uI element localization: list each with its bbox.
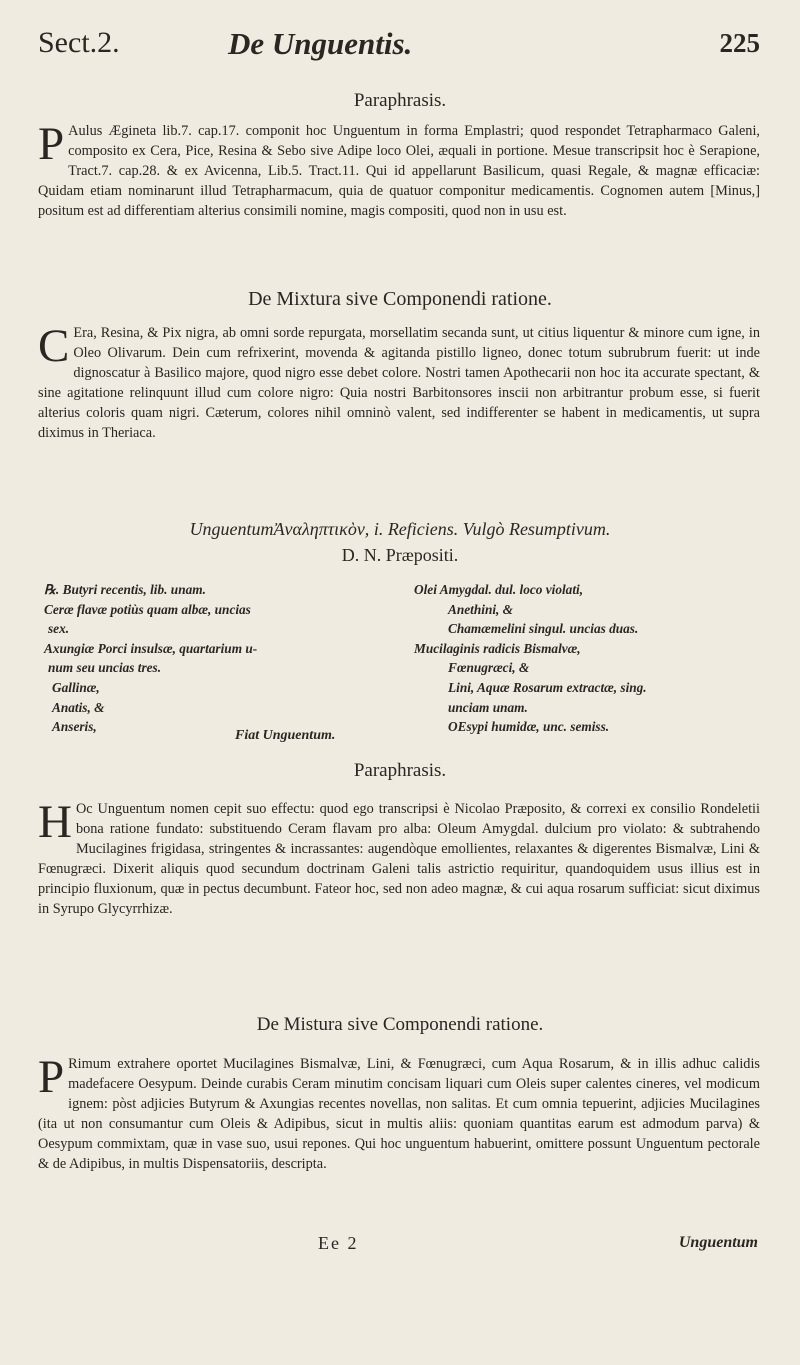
paragraph-mixtura-1 <box>38 320 760 443</box>
paragraph-text: Rimum extrahere oportet Mucilagines Bismalvæ, Lini, & Fœnugræci, cum Aqua Rosarum, & in illis adhuc calidis madefacere Oesypum. Deinde curabis Ceram minutim concisam liquari cum Oleis super calentes cineres, vel modicum ignem: pòst adjicies Butyrum & Axungias recentes novellas, non salitas. Et cum omnia tepuerint, adjicies Mucilagines (ita ut non consumantur cum Oleis & Adipibus, sicut in multis aliis: quoniam quantitas earum est admodum parva) & Oesypum commixtam, quæ in vase suo, usui repones. Qui hoc unguentum habuerint, omittere possunt Unguentum pectorale & de Adipibus, in multis Dispensatoriis, descripta. <box>38 1056 760 1172</box>
catchword: Unguentum <box>678 1234 758 1251</box>
section-heading-mistura-2: De Mistura sive Componendi ratione. <box>256 1014 544 1035</box>
recipe-line: Chamæmelini singul. uncias duas. <box>448 621 639 637</box>
drop-cap: C <box>38 320 70 372</box>
drop-cap: P <box>38 1051 65 1103</box>
recipe-title-line-2: D. N. Præpositi. <box>341 545 459 565</box>
recipe-line: unciam unam. <box>448 699 528 715</box>
recipe-line: Gallinæ, <box>52 679 100 695</box>
section-heading-paraphrasis-1: Paraphrasis. <box>353 90 447 111</box>
section-marker: Sect.2. <box>38 26 120 59</box>
page-number: 225 <box>719 28 760 58</box>
drop-cap: P <box>38 118 65 170</box>
paragraph-text: Era, Resina, & Pix nigra, ab omni sorde repurgata, morsellatim secanda sunt, ut citius liquentur & minore cum igne, in Oleo Olivarum. Dein cum refrixerint, movenda & agitanda pistillo ligneo, donec totum subrubrum fuerit: ut inde dignoscatur à Basilico majore, quod nigro esse debet colore. Nostri tamen Apothecarii non hoc ita accurate spectant, & sine agitatione relinquunt illud cum colore nigro: Quia nostri Barbitonsores inscii non arbitrantur probum esse, si fuerit alterius coloris quam nigri. Cæterum, colores nihil omninò valent, sed indifferenter se habent in medicamentis, ut supra diximus in Theriaca. <box>38 325 760 441</box>
recipe-title-italic: Unguentum <box>189 519 274 539</box>
paragraph-mistura-2 <box>38 1051 760 1174</box>
recipe-line: Ceræ flavæ potiùs quam albæ, uncias <box>44 601 251 617</box>
paragraph-paraphrasis-1 <box>38 118 760 222</box>
recipe-title-greek: Ἀναληπτικὸν, <box>273 519 370 539</box>
recipe-column-left <box>44 580 374 737</box>
recipe-line: sex. <box>48 621 70 637</box>
section-heading-mixtura-1: De Mixtura sive Componendi ratione. <box>248 288 552 310</box>
paragraph-text: Aulus Ægineta lib.7. cap.17. componit hoc Unguentum in forma Emplastri; quod respondet Tetrapharmaco Galeni, composito ex Cera, Pice, Resina & Sebo sive Adipe loco Olei, æquali in portione. Mesue transcripsit hoc è Serapione, Tract.7. cap.28. & ex Avicenna, Lib.5. Tract.11. Qui id appellarunt Basilicum, quasi Regale, & magnæ efficaciæ: Quidam etiam nominarunt illud Tetrapharmacum, quia de quatuor componitur medicamentis. Cognomen autem [Minus,] positum est ad differentiam alterius consimili nomine, magis compositi, quod non in usu est. <box>38 123 760 219</box>
recipe-line: ℞. Butyri recentis, lib. unam. <box>44 582 206 597</box>
recipe-line: num seu uncias tres. <box>48 660 162 676</box>
section-heading-paraphrasis-2: Paraphrasis. <box>353 760 447 781</box>
paragraph-paraphrasis-2 <box>38 796 760 919</box>
recipe-line: Anatis, & <box>52 699 105 715</box>
recipe-line: Axungiæ Porci insulsæ, quartarium u- <box>44 640 258 656</box>
recipe-line: Mucilaginis radicis Bismalvæ, <box>414 640 581 656</box>
recipe-line: Lini, Aquæ Rosarum extractæ, sing. <box>448 679 647 695</box>
drop-cap: H <box>38 796 72 848</box>
running-head <box>38 26 760 66</box>
recipe-fiat: Fiat Unguentum. <box>235 728 336 743</box>
recipe-title-rest: i. Reficiens. Vulgò Resumptivum. <box>369 519 611 539</box>
recipe-line: Anseris, <box>52 719 97 735</box>
recipe-line: OEsypi humidæ, unc. semiss. <box>448 719 610 735</box>
paragraph-text: Oc Unguentum nomen cepit suo effectu: quod ego transcripsi è Nicolao Præposito, & correxi ex consilio Rondeletii bona ratione fundato: substituendo Ceram flavam pro alba: Oleum Amygdal. dulcium pro violato: & subtrahendo Mucilagines frigidasa, stringentes & incrassantes: augendòque emollientes, relaxantes & digerentes Bismalvæ, Lini & Fœnugræci. Dixerit aliquis quod secundum doctrinam Galeni talis astrictio requiritur, quandoquidem usus illius est in principio fluxionum, quæ in pectus decumbunt. Fateor hoc, sed non adeo magnæ, & cui aqua rosarum sufficiat: sicut diximus in Syrupo Glycyrrhizæ. <box>38 801 760 917</box>
recipe-title-line-1 <box>0 516 800 542</box>
recipe-line: Anethini, & <box>448 601 514 617</box>
recipe-line: Olei Amygdal. dul. loco violati, <box>414 582 584 597</box>
running-title: De Unguentis. <box>228 26 413 61</box>
signature-mark: Ee 2 <box>318 1233 359 1253</box>
recipe-column-right <box>414 580 760 737</box>
recipe-line: Fœnugræci, & <box>448 660 530 676</box>
recipe-title <box>0 516 800 568</box>
